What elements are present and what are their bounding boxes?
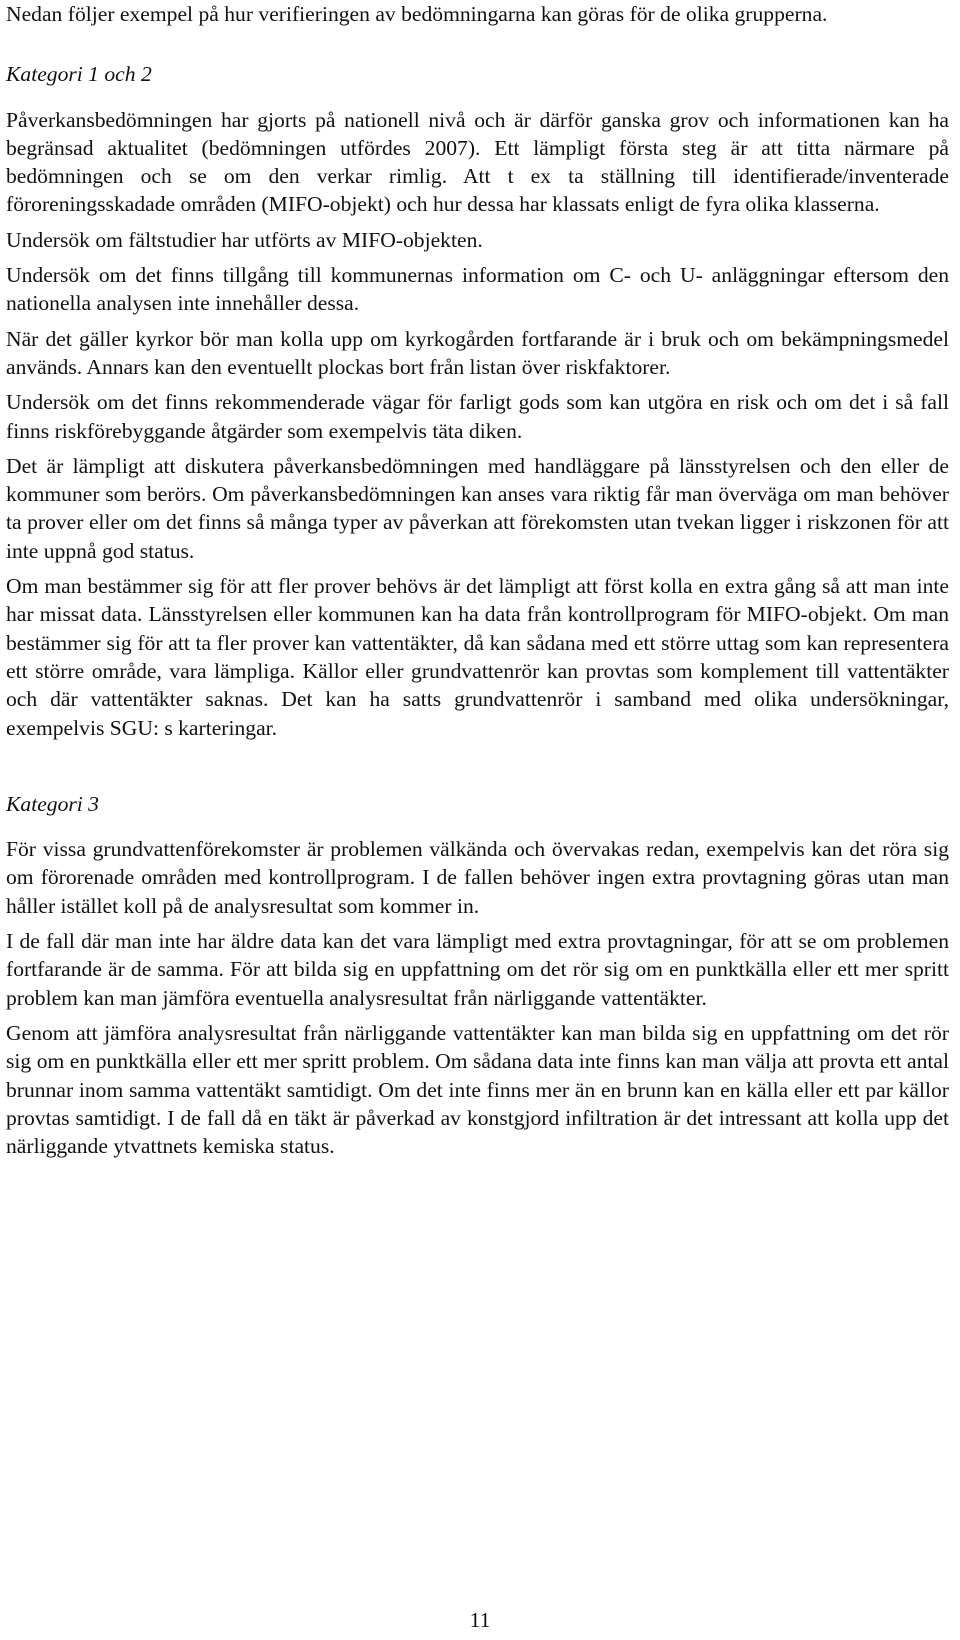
paragraph: Undersök om det finns tillgång till kommunernas information om C- och U- anläggningar eftersom den nationella analysen inte innehåller dessa. [6, 263, 949, 316]
paragraph: Undersök om det finns rekommenderade vägar för farligt gods som kan utgöra en risk och om det i så fall finns riskförebyggande åtgärder som exempelvis täta diken. [6, 390, 949, 443]
paragraph: Genom att jämföra analysresultat från närliggande vattentäkter kan man bilda sig en uppfattning om det rör sig om en punktkälla eller ett mer spritt problem. Om sådana data inte finns kan man välja att provta ett antal brunnar inom samma vattentäkt samtidigt. Om det inte finns mer än en brunn kan en källa eller ett par källor provtas samtidigt. I de fall då en täkt är påverkad av konstgjord infiltration är det intressant att kolla upp det närliggande ytvattnets kemiska status. [6, 1020, 949, 1159]
paragraph: Det är lämpligt att diskutera påverkansbedömningen med handläggare på länsstyrelsen och den eller de kommuner som berörs. Om påverkansbedömningen kan anses vara riktig får man överväga om man behöver ta prover eller om det finns så många typer av påverkan att förekomsten utan tvekan ligger i riskzonen för att inte uppnå god status. [6, 453, 949, 563]
section-heading-kategori-3: Kategori 3 [6, 791, 99, 816]
paragraph: I de fall där man inte har äldre data kan det vara lämpligt med extra provtagningar, för att se om problemen fortfarande är de samma. För att bilda sig en uppfattning om det rör sig om en punktkälla eller ett mer spritt problem kan man jämföra eventuella analysresultat från närliggande vattentäkter. [6, 929, 949, 1010]
page-number: 11 [469, 1608, 491, 1632]
section-heading-kategori-1-och-2: Kategori 1 och 2 [6, 62, 152, 87]
document-page [6, 0, 949, 1160]
paragraph: Påverkansbedömningen har gjorts på nationell nivå och är därför ganska grov och informationen kan ha begränsad aktualitet (bedömningen utfördes 2007). Ett lämpligt första steg är att titta närmare på bedömningen och se om den verkar rimlig. Att t ex ta ställning till identifierade/inventerade föroreningsskadade områden (MIFO-objekt) och hur dessa har klassats enligt de fyra olika klasserna. [6, 107, 949, 217]
paragraph: När det gäller kyrkor bör man kolla upp om kyrkogården fortfarande är i bruk och om bekämpningsmedel används. Annars kan den eventuellt plockas bort från listan över riskfaktorer. [6, 326, 949, 379]
intro-paragraph: Nedan följer exempel på hur verifieringen av bedömningarna kan göras för de olika grupperna. [6, 2, 828, 26]
paragraph: Om man bestämmer sig för att fler prover behövs är det lämpligt att först kolla en extra gång så att man inte har missat data. Länsstyrelsen eller kommunen kan ha data från kontrollprogram för MIFO-objekt. Om man bestämmer sig för att ta fler prover kan vattentäkter, då kan sådana med ett större uttag som kan representera ett större område, vara lämpliga. Källor eller grundvattenrör kan provtas som komplement till vattentäkter och där vattentäkter saknas. Det kan ha satts grundvattenrör i samband med olika undersökningar, exempelvis SGU: s karteringar. [6, 574, 949, 740]
paragraph: För vissa grundvattenförekomster är problemen välkända och övervakas redan, exempelvis kan det röra sig om förorenade områden med kontrollprogram. I de fallen behöver ingen extra provtagning göras utan man håller istället koll på de analysresultat som kommer in. [6, 837, 949, 918]
paragraph: Undersök om fältstudier har utförts av MIFO-objekten. [6, 227, 483, 252]
